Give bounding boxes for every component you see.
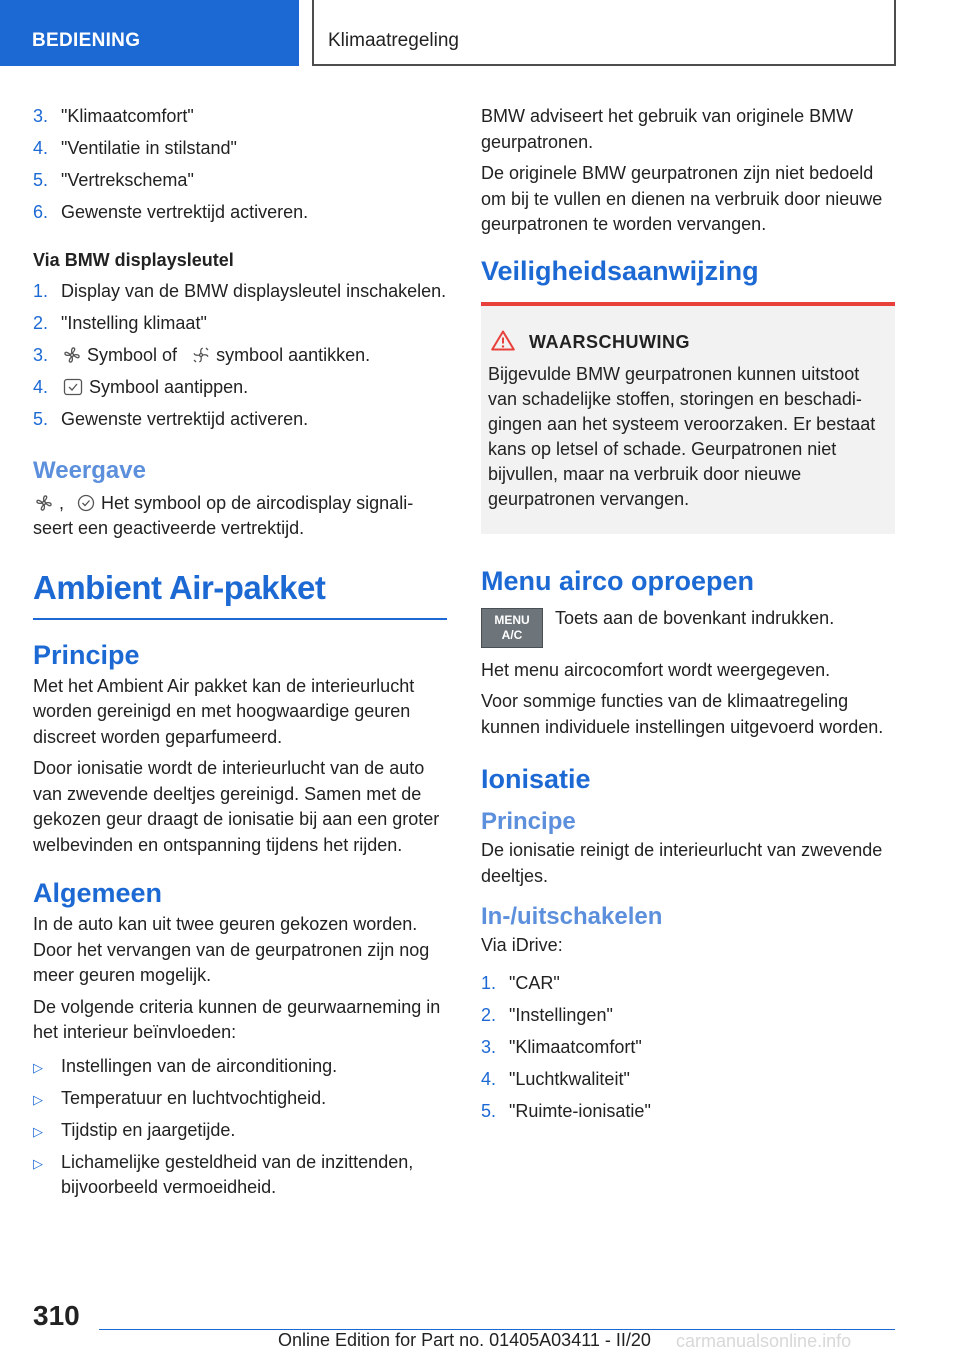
idrive-steps <box>481 971 895 1125</box>
list-item: 3. "Klimaatcomfort" <box>481 1036 642 1057</box>
list-item: 5. "Vertrekschema" <box>33 170 194 190</box>
list-item: 4. "Luchtkwaliteit" <box>481 1068 630 1089</box>
list-item: 3. Symbool of symbool aantikken. <box>33 345 371 365</box>
warning-title: WAARSCHUWING <box>488 330 887 356</box>
list-item: 3. "Klimaatcomfort" <box>33 106 194 126</box>
list-item: 5. "Ruimte-ionisatie" <box>481 1100 651 1121</box>
ion-principe-text: De ionisatie reinigt de interieurlucht van zwevende deeltjes. <box>481 840 883 886</box>
ventilation-icon <box>192 346 210 364</box>
menu-ac-button: MENU A/C <box>481 608 543 648</box>
heading-ionisatie: Ionisatie <box>481 764 591 794</box>
advice-paragraph-1: BMW adviseert het gebruik van originele BMW geurpatronen. <box>481 106 854 152</box>
subheading-display-key: Via BMW displaysleutel <box>33 249 234 270</box>
heading-ion-principe: Principe <box>481 808 576 835</box>
list-item: ▷ Temperatuur en luchtvochtigheid. <box>33 1086 447 1112</box>
clock-check-icon <box>77 494 95 512</box>
criteria-list <box>33 1054 447 1201</box>
warning-box <box>481 306 895 534</box>
menu-paragraph-2: Voor sommige functies van de klimaatregeling kunnen individuele instellingen uitgevoerd worden. <box>481 691 884 737</box>
heading-algemeen: Algemeen <box>33 878 163 908</box>
steps-list-continued <box>33 104 447 226</box>
section-title: BEDIENING <box>0 0 299 66</box>
list-item: ▷ Lichamelijke gesteldheid van de inzittenden, bijvoorbeeld vermoeidheid. <box>33 1151 414 1197</box>
list-item: 4. "Ventilatie in stilstand" <box>33 138 237 158</box>
algemeen-paragraph-2: De volgende criteria kunnen de geurwaarneming in het interieur beïnvloeden: <box>33 996 441 1042</box>
menu-paragraph-1: Het menu aircocomfort wordt weergegeven. <box>481 659 831 680</box>
heading-ambient-air: Ambient Air-pakket <box>33 568 447 620</box>
warning-triangle-icon <box>491 330 515 356</box>
list-item: ▷ Tijdstip en jaargetijde. <box>33 1118 447 1144</box>
heading-safety: Veiligheidsaanwijzing <box>481 254 895 306</box>
bullet-triangle-icon: ▷ <box>33 1059 43 1075</box>
list-item: ▷ Instellingen van de airconditioning. <box>33 1054 447 1080</box>
principe-paragraph-2: Door ionisatie wordt de interieurlucht van de auto van zwevende deeltjes gereinigd. Samen met de gekozen geur draagt de ionisatie bij aan een groter welbevinden en ontspanning tijdens het rijden. <box>33 758 440 855</box>
page-number: 310 <box>33 1300 80 1331</box>
list-item: 1. "CAR" <box>481 972 560 993</box>
heading-in-uitschakelen: In-/uitschakelen <box>481 903 663 930</box>
timer-toggle-icon <box>63 378 83 396</box>
fan-icon <box>63 346 81 364</box>
heading-menu-airco: Menu airco oproepen <box>481 565 755 596</box>
via-idrive-text: Via iDrive: <box>481 935 563 955</box>
list-item: 6. Gewenste vertrektijd activeren. <box>33 202 309 222</box>
bullet-triangle-icon: ▷ <box>33 1091 43 1107</box>
advice-paragraph-2: De originele BMW geurpatronen zijn niet bedoeld om bij te vullen en dienen na verbruik door nieuwe geurpatronen te worden vervangen. <box>481 163 883 234</box>
left-column <box>33 104 447 1207</box>
bullet-triangle-icon: ▷ <box>33 1155 43 1171</box>
right-column <box>481 104 895 1131</box>
warning-text: Bijgevulde BMW geurpatronen kunnen uitstoot van schadelijke stoffen, storingen en beschadigingen aan het systeem veroorzaken. Er bestaat kans op letsel of schade. Geurpatronen niet bijvullen, maar na verbruik door nieuwe geurpatronen vervangen. <box>488 363 876 509</box>
heading-principe: Principe <box>33 639 140 670</box>
list-item: 2. "Instellingen" <box>481 1004 613 1025</box>
footer-edition: Online Edition for Part no. 01405A03411 - II/20 <box>278 1330 651 1350</box>
list-item: 5. Gewenste vertrektijd activeren. <box>33 409 309 429</box>
page-header <box>0 0 960 66</box>
watermark: carmanualsonline.info <box>676 1331 852 1351</box>
heading-weergave: Weergave <box>33 456 146 484</box>
list-item: 4. Symbool aantippen. <box>33 377 249 397</box>
bullet-triangle-icon: ▷ <box>33 1123 43 1139</box>
display-key-steps <box>33 279 447 433</box>
menu-press-text: Toets aan de bovenkant indrukken. <box>555 607 835 628</box>
list-item: 1. Display van de BMW displaysleutel inschakelen. <box>33 281 447 301</box>
principe-paragraph-1: Met het Ambient Air pakket kan de interieurlucht worden gereinigd en met hoogwaardige geuren discreet worden geparfumeerd. <box>33 675 415 747</box>
weergave-text: , Het symbool op de aircodisplay signaliseert een geactiveerde vertrektijd. <box>33 492 414 538</box>
list-item: 2. "Instelling klimaat" <box>33 313 207 333</box>
menu-instruction <box>481 608 895 648</box>
fan-icon <box>35 494 53 512</box>
chapter-title: Klimaatregeling <box>312 0 896 66</box>
algemeen-paragraph-1: In de auto kan uit twee geuren gekozen worden. Door het vervangen van de geurpatronen zijn nog meer geuren mogelijk. <box>33 914 430 985</box>
